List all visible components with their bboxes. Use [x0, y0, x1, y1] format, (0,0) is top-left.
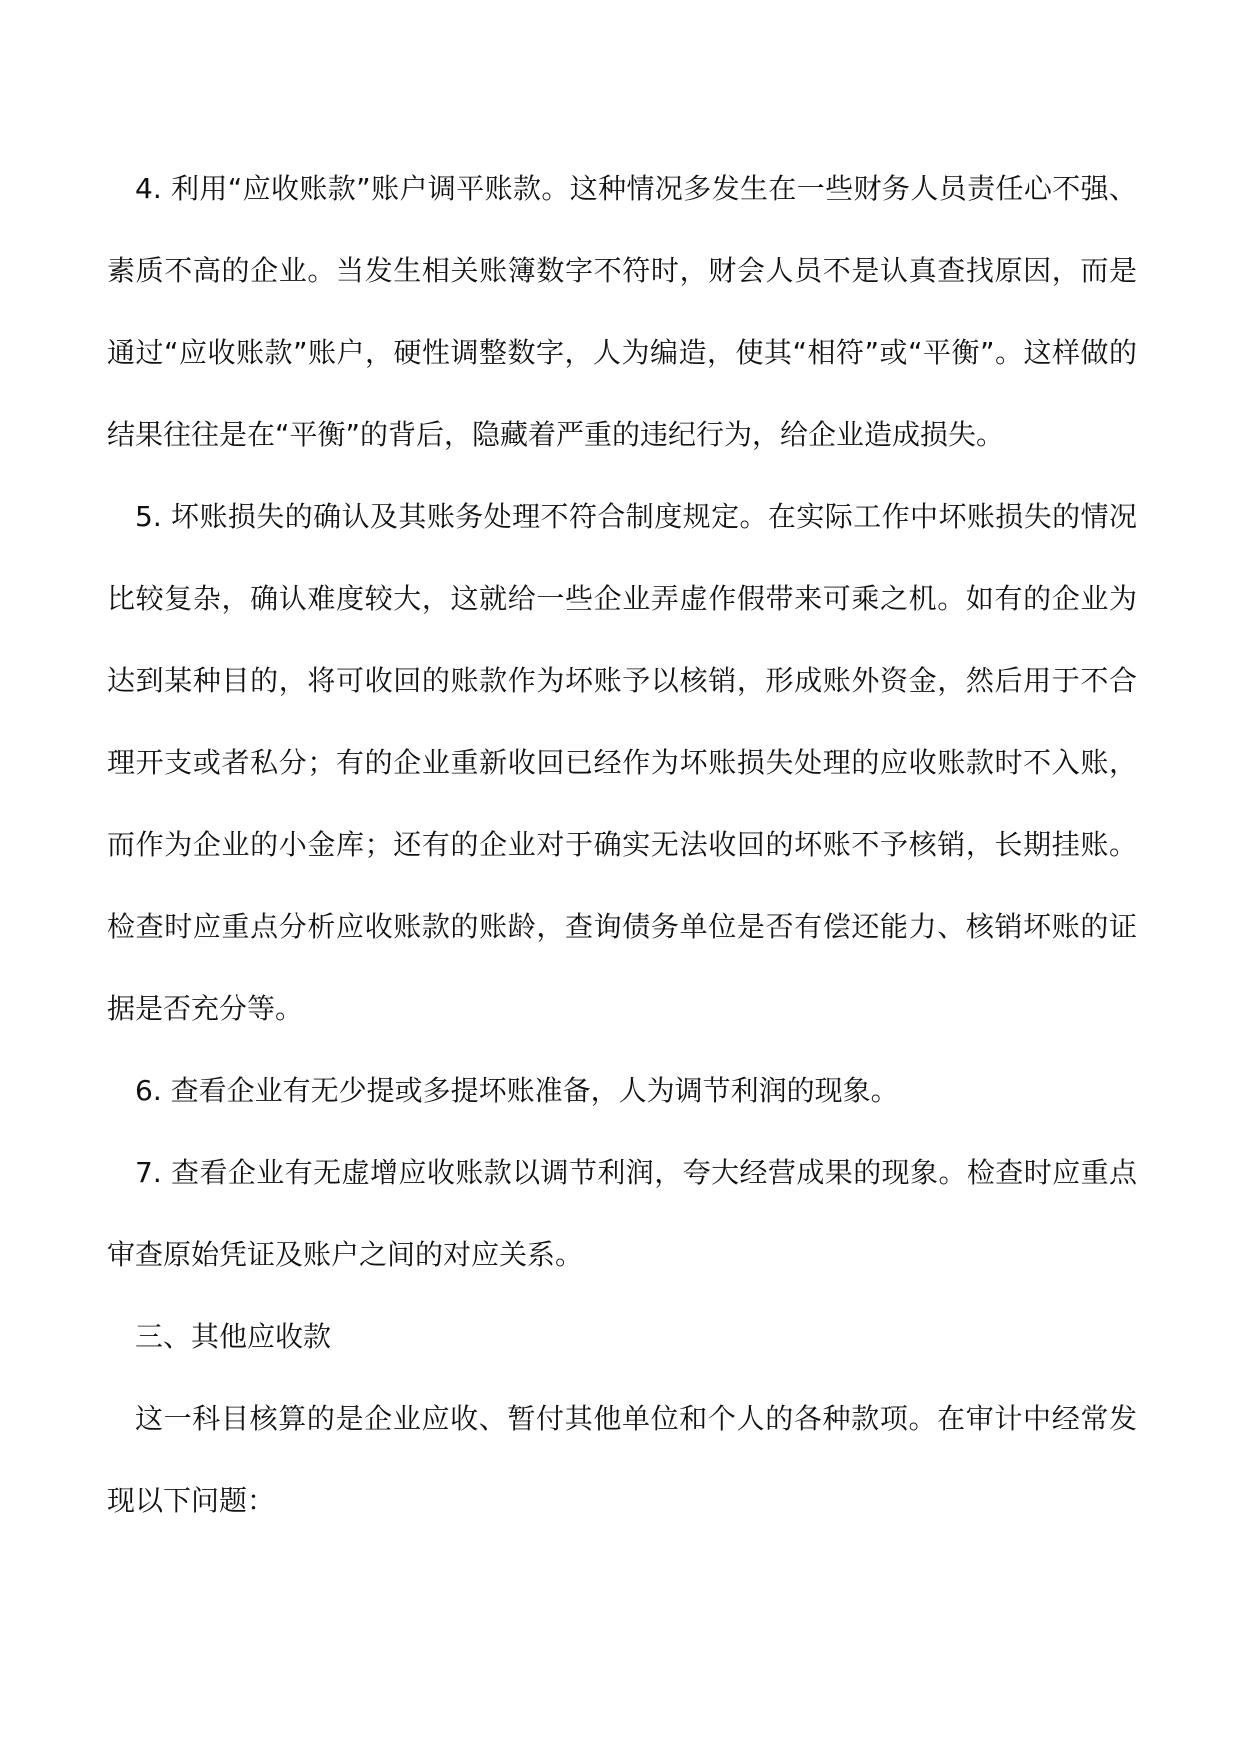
paragraph-item-7: 7. 查看企业有无虚增应收账款以调节利润，夸大经营成果的现象。检查时应重点审查原始凭证及账户之间的对应关系。 [107, 1156, 1137, 1271]
paragraph-item-6: 6. 查看企业有无少提或多提坏账准备，人为调节利润的现象。 [135, 1074, 899, 1107]
paragraph-other-receivables-intro: 这一科目核算的是企业应收、暂付其他单位和个人的各种款项。在审计中经常发现以下问题： [107, 1402, 1137, 1517]
section-heading-other-receivables: 三、其他应收款 [135, 1320, 332, 1353]
paragraph-item-4: 4. 利用“应收账款”账户调平账款。这种情况多发生在一些财务人员责任心不强、素质不高的企业。当发生相关账簿数字不符时，财会人员不是认真查找原因，而是通过“应收账款”账户，硬性调整数字，人为编造，使其“相符”或“平衡”。这样做的结果往往是在“平衡”的背后，隐藏着严重的违纪行为，给企业造成损失。 [107, 172, 1137, 451]
body-text [107, 148, 1137, 1542]
paragraph-item-5: 5. 坏账损失的确认及其账务处理不符合制度规定。在实际工作中坏账损失的情况比较复杂，确认难度较大，这就给一些企业弄虚作假带来可乘之机。如有的企业为达到某种目的，将可收回的账款作为坏账予以核销，形成账外资金，然后用于不合理开支或者私分；有的企业重新收回已经作为坏账损失处理的应收账款时不入账，而作为企业的小金库；还有的企业对于确实无法收回的坏账不予核销，长期挂账。检查时应重点分析应收账款的账龄，查询债务单位是否有偿还能力、核销坏账的证据是否充分等。 [107, 500, 1137, 1025]
